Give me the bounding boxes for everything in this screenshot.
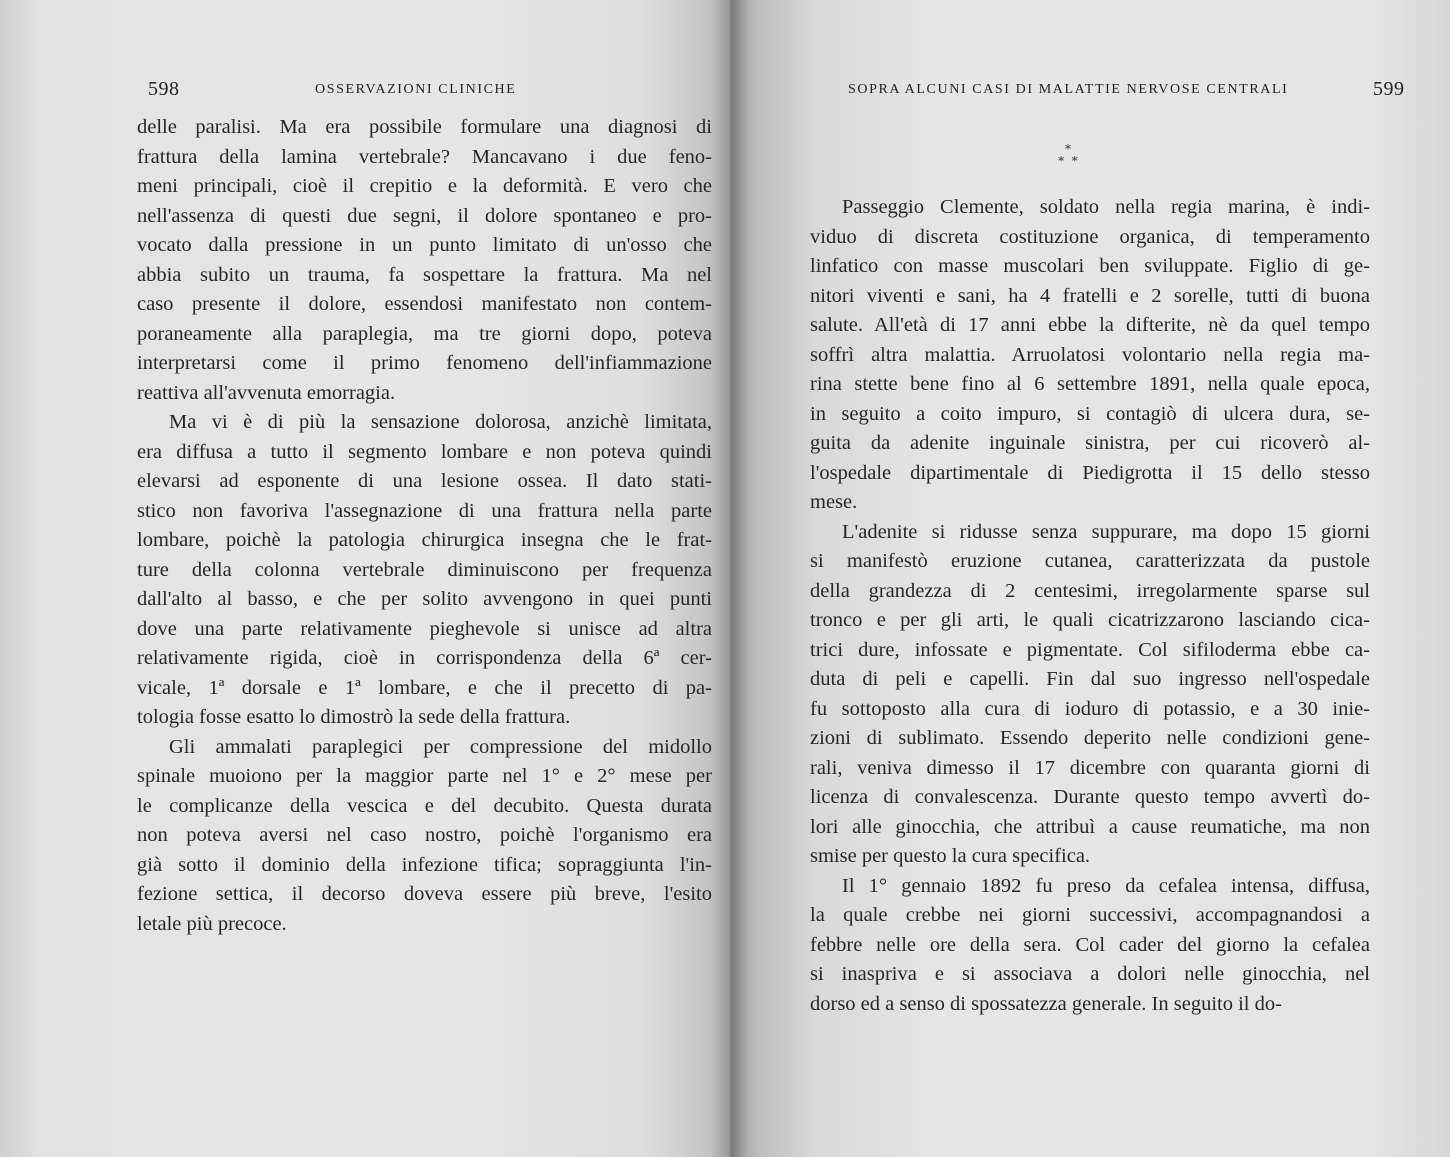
left-page-body xyxy=(137,113,712,939)
text-line: soffrì altra malattia. Arruolatosi volontario nella regia ma- xyxy=(810,343,1370,366)
section-asterisks xyxy=(1048,143,1088,167)
text-line: della grandezza di 2 centesimi, irregolarmente sparse sul xyxy=(810,579,1370,602)
right-running-head: SOPRA ALCUNI CASI DI MALATTIE NERVOSE CENTRALI xyxy=(848,82,1289,97)
right-page-body xyxy=(810,193,1370,1019)
text-line: lori alle ginocchia, che attribuì a cause reumatiche, ma non xyxy=(810,815,1370,838)
text-line: rali, veniva dimesso il 17 dicembre con quaranta giorni di xyxy=(810,756,1370,779)
text-line: la quale crebbe nei giorni successivi, accompagnandosi a xyxy=(810,904,1370,926)
text-line: abbia subito un trauma, fa sospettare la frattura. Ma nel xyxy=(137,263,712,286)
book-gutter xyxy=(712,0,748,1157)
text-line: ture della colonna vertebrale diminuiscono per frequenza xyxy=(137,558,712,581)
text-line: lombare, poichè la patologia chirurgica insegna che le frat- xyxy=(137,529,712,551)
text-line: smise per questo la cura specifica. xyxy=(810,845,1091,867)
right-page-header xyxy=(730,78,1450,108)
text-line: salute. All'età di 17 anni ebbe la difterite, nè da quel tempo xyxy=(810,314,1370,336)
text-line: Ma vi è di più la sensazione dolorosa, anzichè limitata, xyxy=(169,411,712,433)
text-line: guita da adenite inguinale sinistra, per cui ricoverò al- xyxy=(810,432,1370,454)
text-line: L'adenite si ridusse senza suppurare, ma dopo 15 giorni xyxy=(842,520,1370,543)
asterism-bottom: * * xyxy=(1058,154,1078,168)
text-line: frattura della lamina vertebrale? Mancavano i due feno- xyxy=(137,145,712,168)
text-line: Il 1° gennaio 1892 fu preso da cefalea intensa, diffusa, xyxy=(842,874,1370,897)
text-line: delle paralisi. Ma era possibile formulare una diagnosi di xyxy=(137,116,712,138)
text-line: non poteva aversi nel caso nostro, poichè l'organismo era xyxy=(137,824,712,846)
text-line: Passeggio Clemente, soldato nella regia marina, è indi- xyxy=(842,196,1370,218)
text-line: letale più precoce. xyxy=(137,912,287,935)
text-line: vicale, 1ª dorsale e 1ª lombare, e che il precetto di pa- xyxy=(137,676,712,699)
right-page xyxy=(730,0,1450,1157)
text-line: duta di peli e capelli. Fin dal suo ingresso nell'ospedale xyxy=(810,668,1370,690)
text-line: Gli ammalati paraplegici per compressione del midollo xyxy=(169,735,712,758)
right-page-number: 599 xyxy=(1373,78,1405,100)
paragraph xyxy=(810,193,1370,518)
text-line: nell'assenza di questi due segni, il dolore spontaneo e pro- xyxy=(137,204,712,227)
left-running-head: OSSERVAZIONI CLINICHE xyxy=(315,82,517,97)
text-line: stico non favoriva l'assegnazione di una frattura nella parte xyxy=(137,499,712,522)
text-line: trici dure, infossate e pigmentate. Col sifiloderma ebbe ca- xyxy=(810,638,1370,661)
text-line: elevarsi ad esponente di una lesione ossea. Il dato stati- xyxy=(137,470,712,492)
paragraph xyxy=(137,113,712,408)
text-line: dall'alto al basso, e che per solito avvengono in quei punti xyxy=(137,588,712,610)
text-line: si manifestò eruzione cutanea, caratterizzata da pustole xyxy=(810,550,1370,572)
text-line: nitori viventi e sani, ha 4 fratelli e 2 sorelle, tutti di buona xyxy=(810,284,1370,307)
text-line: dorso ed a senso di spossatezza generale. In seguito il do- xyxy=(810,992,1282,1015)
text-line: poraneamente alla paraplegia, ma tre giorni dopo, poteva xyxy=(137,322,712,345)
text-line: zioni di sublimato. Essendo deperito nelle condizioni gene- xyxy=(810,727,1370,749)
text-line: reattiva all'avvenuta emorragia. xyxy=(137,381,396,404)
text-line: vocato dalla pressione in un punto limitato di un'osso che xyxy=(137,234,712,256)
text-line: mese. xyxy=(810,491,858,513)
paragraph xyxy=(810,518,1370,872)
text-line: relativamente rigida, cioè in corrispondenza della 6ª cer- xyxy=(137,647,712,669)
text-line: linfatico con masse muscolari ben sviluppate. Figlio di ge- xyxy=(810,255,1370,277)
asterism-top: * xyxy=(1065,142,1071,156)
text-line: l'ospedale dipartimentale di Piedigrotta il 15 dello stesso xyxy=(810,461,1370,484)
text-line: rina stette bene fino al 6 settembre 1891, nella quale epoca, xyxy=(810,373,1370,395)
text-line: si inaspriva e si associava a dolori nelle ginocchia, nel xyxy=(810,963,1370,985)
text-line: viduo di discreta costituzione organica, di temperamento xyxy=(810,225,1370,248)
text-line: le complicanze della vescica e del decubito. Questa durata xyxy=(137,794,712,817)
text-line: interpretarsi come il primo fenomeno dell'infiammazione xyxy=(137,352,712,374)
text-line: dove una parte relativamente pieghevole si unisce ad altra xyxy=(137,617,712,640)
text-line: caso presente il dolore, essendosi manifestato non contem- xyxy=(137,293,712,315)
text-line: già sotto il dominio della infezione tifica; sopraggiunta l'in- xyxy=(137,853,712,876)
text-line: licenza di convalescenza. Durante questo tempo avvertì do- xyxy=(810,786,1370,808)
text-line: fu sottoposto alla cura di ioduro di potassio, e a 30 inie- xyxy=(810,697,1370,720)
text-line: meni principali, cioè il crepitio e la deformità. E vero che xyxy=(137,175,712,197)
text-line: fezione settica, il decorso doveva essere più breve, l'esito xyxy=(137,883,712,905)
left-page-number: 598 xyxy=(148,78,180,100)
paragraph xyxy=(137,408,712,733)
text-line: tologia fosse esatto lo dimostrò la sede della frattura. xyxy=(137,706,571,728)
text-line: tronco e per gli arti, le quali cicatrizzarono lasciando cica- xyxy=(810,609,1370,631)
text-line: febbre nelle ore della sera. Col cader del giorno la cefalea xyxy=(810,933,1370,956)
text-line: era diffusa a tutto il segmento lombare e non poteva quindi xyxy=(137,440,712,463)
text-line: in seguito a coito impuro, si contagiò di ulcera dura, se- xyxy=(810,402,1370,425)
paragraph xyxy=(137,733,712,940)
paragraph xyxy=(810,872,1370,1020)
text-line: spinale muoiono per la maggior parte nel 1° e 2° mese per xyxy=(137,765,712,787)
left-page-header xyxy=(0,78,730,108)
